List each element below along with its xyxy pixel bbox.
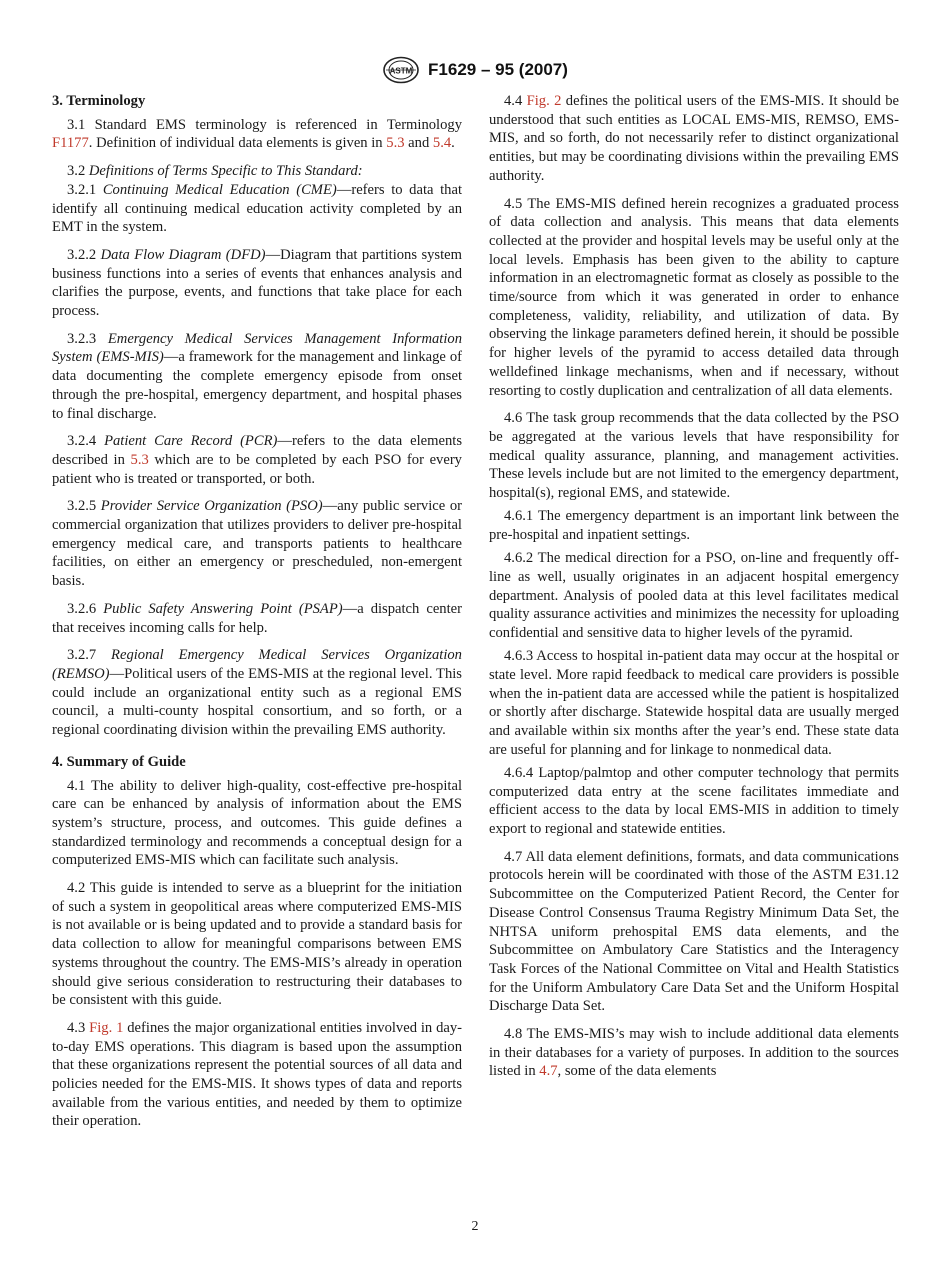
para-3-2-5: 3.2.5 Provider Service Organization (PSO)—any public service or commercial organization that utilizes providers to deliver pre-hospital emergency medical care, and transports patients to healthcare facilities, on either an emergency or prescheduled, non-emergent basis. (52, 498, 462, 590)
para-4-2: 4.2 This guide is intended to serve as a blueprint for the initiation of such a system in geopolitical areas where computerized EMS-MIS is not available or is being updated and to provide a standard basis for data collection to allow for meaningful comparisons between EMS systems throughout the country. The EMS-MIS’s already in operation should give serious consideration to restructuring their databases to be consistent with this guide. (52, 880, 462, 1009)
para-3-2-3: 3.2.3 Emergency Medical Services Management Information System (EMS-MIS)—a framework for the management and linkage of data documenting the complete emergency episode from onset through the pre-hospital, emergency department, and hospital phases to final discharge. (52, 330, 462, 422)
page-header (0, 55, 950, 85)
para-3-2-1: 3.2.1 Continuing Medical Education (CME)—refers to data that identify all continuing medical education activity completed by an EMT in the system. (52, 181, 463, 236)
para-4-6-3: 4.6.3 Access to hospital in-patient data may occur at the hospital or state level. More rapid feedback to medical care providers is possible when the in-patient data are accessed while the patient is hospitalized or shortly after discharge. Statewide hospital data are usually merged and available within six months after the year’s end. These state data are useful for planning and for linkage to nonmedical data. (489, 648, 899, 758)
ref-link-5-3[interactable]: 5.3 (130, 451, 149, 468)
para-3-1: 3.1 Standard EMS terminology is referenced in Terminology F1177. Definition of individual data elements is given in 5.3 and 5.4. (52, 116, 462, 152)
ref-link-fig-1[interactable]: Fig. 1 (89, 1019, 124, 1036)
para-4-3: 4.3 Fig. 1 defines the major organizational entities involved in day-to-day EMS operations. This diagram is based upon the assumption that these organizations represent the potential sources of all data and policies needed for the EMS-MIS. It shows types of data and reports available from the various entities, and needed by them to optimize their operation. (52, 1019, 463, 1130)
para-3-2-6: 3.2.6 Public Safety Answering Point (PSAP)—a dispatch center that receives incoming calls for help. (52, 600, 463, 636)
para-4-7: 4.7 All data element definitions, formats, and data communications protocols herein will be coordinated with those of the ASTM E31.12 Subcommittee on the Computerized Patient Record, the Center for Disease Control Consensus Trauma Registry Minimum Data Set, the NHTSA uniform prehospital EMS data elements, and the Subcommittee on Ambulatory Care Statistics and the Interagency Task Forces of the National Committee on Vital and Health Statistics for the Uniform Ambulatory Care Data Set and the Uniform Hospital Discharge Data Set. (489, 848, 899, 1015)
ref-link-5-4[interactable]: 5.4 (432, 135, 452, 152)
para-3-2-2: 3.2.2 Data Flow Diagram (DFD)—Diagram that partitions system business functions into a series of events that enhances analysis and clarifies the purpose, events, and functions that take place for each process. (52, 246, 462, 320)
para-4-5: 4.5 The EMS-MIS defined herein recognizes a graduated process of data collection and analysis. This means that data elements collected at the provider and hospital levels may be useful only at the local levels. Emphasis has been given to the ability to capture information in an electromagnetic format as closely as possible to the time/source from which it was generated in order to enhance completeness, validity, reliability, and utilization of data. By observing the linkage parameters defined herein, it should be possible for higher levels of the pyramid to access detailed data through welldefined linkage mechanisms, when and if necessary, without resorting to costly duplication and centralization of all data elements. (489, 195, 899, 399)
ref-link-f1177[interactable]: F1177 (52, 135, 89, 152)
document-id: F1629 – 95 (2007) (428, 60, 568, 79)
ref-link-fig-2[interactable]: Fig. 2 (526, 93, 562, 109)
ref-link-4-7[interactable]: 4.7 (539, 1063, 558, 1080)
para-3-2: 3.2 Definitions of Terms Specific to This Standard: (67, 163, 363, 180)
ref-link-5-3[interactable]: 5.3 (386, 135, 405, 152)
section-4-heading: 4. Summary of Guide (52, 753, 186, 770)
para-3-2-7: 3.2.7 Regional Emergency Medical Services Organization (REMSO)—Political users of the EMS-MIS at the regional level. This could include an organizational entity such as a regional EMS council, a multi-county hospital consortium, and so forth, or a regional coordinating division within the prevailing EMS authority. (52, 647, 462, 739)
page-number: 2 (471, 1219, 479, 1234)
para-4-6-1: 4.6.1 The emergency department is an important link between the pre-hospital and inpatient settings. (489, 508, 899, 543)
para-4-6-2: 4.6.2 The medical direction for a PSO, on-line and frequently off-line as well, usually originates in an adjacent hospital emergency department. Analysis of pooled data at this level facilitates medical quality assurance activities and minimizes the necessity for uploading confidential and sensitive data to higher levels of the pyramid. (489, 550, 899, 641)
left-column (52, 92, 462, 1136)
para-4-4: 4.4 Fig. 2 defines the political users of the EMS-MIS. It should be understood that such entities as LOCAL EMS-MIS, REMSO, EMS-MIS, and so forth, do not necessarily refer to distinct organizational entities, but may be coordinating divisions within the prevailing EMS authority. (489, 93, 900, 184)
para-3-2-4: 3.2.4 Patient Care Record (PCR)—refers to the data elements described in 5.3 which are to be completed by each PSO for every patient who is treated or transported, or both. (52, 433, 462, 487)
astm-logo-text: ASTM (389, 66, 413, 76)
para-4-1: 4.1 The ability to deliver high-quality, cost-effective pre-hospital care can be enhanced by analysis of information about the EMS system’s structure, process, and outcomes. This guide defines a standardized terminology and recommends a conceptual design for a computerized EMS-MIS which can facilitate such analysis. (52, 777, 462, 869)
para-4-6-4: 4.6.4 Laptop/palmtop and other computer technology that permits computerized data entry at the scene facilitates immediate and efficient access to the data by local EMS-MIS in addition to timely export to regional and statewide entities. (489, 764, 899, 838)
para-4-8: 4.8 The EMS-MIS’s may wish to include additional data elements in their databases for a variety of purposes. In addition to the sources listed in 4.7, some of the data elements (489, 1026, 899, 1080)
right-column (489, 92, 899, 1086)
para-4-6: 4.6 The task group recommends that the data collected by the PSO be aggregated at the various levels that have responsibility for medical quality assurance, planning, and management activities. These levels include but are not limited to the emergency department, hospital(s), regional EMS, and statewide. (489, 410, 899, 502)
astm-logo-icon (382, 56, 420, 84)
section-3-heading: 3. Terminology (52, 93, 146, 109)
